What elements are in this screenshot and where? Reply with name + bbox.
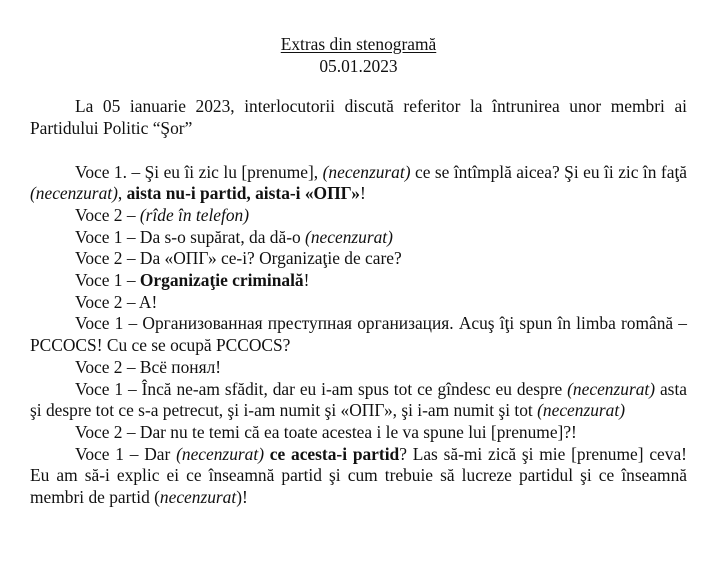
emphasized-text: aista nu-i partid, aista-i «ОПГ» bbox=[126, 183, 360, 204]
document-header bbox=[30, 34, 687, 77]
emphasized-text: ce acesta-i partid bbox=[269, 443, 400, 464]
transcript-line bbox=[30, 379, 687, 422]
transcript-dialogue bbox=[30, 162, 687, 509]
line-text: Voce 1 – Dar bbox=[75, 443, 177, 464]
line-text: ! bbox=[303, 270, 310, 291]
transcript-line bbox=[30, 357, 687, 379]
transcript-line bbox=[30, 162, 687, 205]
censored-remark: (necenzurat) bbox=[322, 161, 411, 182]
line-text: , bbox=[117, 183, 127, 204]
document-page bbox=[30, 34, 687, 509]
line-text: )! bbox=[236, 487, 248, 508]
censored-remark: (necenzurat) bbox=[30, 183, 118, 204]
line-text: Voce 1 – Da s-o supărat, da dă-o bbox=[75, 226, 306, 247]
censored-remark: (necenzurat) bbox=[567, 378, 656, 399]
line-text: asta şi despre tot ce s-a petrecut, şi i-am numit şi «ОПГ», şi i-am numit şi tot bbox=[30, 378, 687, 421]
transcript-line bbox=[30, 205, 687, 227]
line-text: Voce 1. – Şi eu îi zic lu [prenume], bbox=[75, 161, 323, 182]
document-title: Extras din stenogramă bbox=[280, 34, 437, 54]
line-text: Voce 1 – Организованная преступная организация. Acuş îţi spun în limba română – PCCOCS! Cu ce se ocupă PCCOCS? bbox=[30, 313, 687, 356]
censored-remark: (necenzurat) bbox=[305, 226, 393, 247]
transcript-line bbox=[30, 292, 687, 314]
transcript-line bbox=[30, 313, 687, 356]
transcript-line bbox=[30, 444, 687, 509]
line-text: Voce 2 – A! bbox=[75, 291, 158, 312]
line-text: Voce 1 – bbox=[75, 270, 140, 291]
transcript-line bbox=[30, 248, 687, 270]
document-date: 05.01.2023 bbox=[319, 55, 398, 76]
line-text: Voce 1 – Încă ne-am sfădit, dar eu i-am spus tot ce gîndesc eu despre bbox=[75, 378, 568, 399]
line-text: Voce 2 – Всё понял! bbox=[75, 356, 222, 377]
censored-remark: necenzurat bbox=[159, 487, 237, 508]
censored-remark: (necenzurat) bbox=[537, 400, 625, 421]
line-text: Voce 2 – Dar nu te temi că ea toate acestea i le va spune lui [prenume]?! bbox=[75, 421, 577, 442]
censored-remark: (rîde în telefon) bbox=[139, 204, 250, 225]
line-text: ? Las să-mi zică şi mie [prenume] ceva! Eu am să-i explic ei ce înseamnă partid şi cum trebuie să lucreze partidul şi ce înseamnă membri de partid ( bbox=[30, 443, 687, 508]
intro-paragraph: La 05 ianuarie 2023, interlocutorii discută referitor la întrunirea unor membri ai Partidului Politic “Şor” bbox=[30, 96, 687, 139]
line-text: Voce 2 – Da «ОПГ» ce-i? Organizaţie de care? bbox=[75, 248, 402, 269]
line-text: ! bbox=[359, 183, 366, 204]
transcript-line bbox=[30, 422, 687, 444]
line-text: ce se întîmplă aicea? Şi eu îi zic în faţă bbox=[410, 161, 687, 182]
emphasized-text: Organizaţie criminală bbox=[139, 270, 304, 291]
transcript-line bbox=[30, 227, 687, 249]
censored-remark: (necenzurat) bbox=[176, 443, 264, 464]
transcript-line bbox=[30, 270, 687, 292]
intro-block bbox=[30, 96, 687, 139]
line-text: Voce 2 – bbox=[75, 204, 140, 225]
